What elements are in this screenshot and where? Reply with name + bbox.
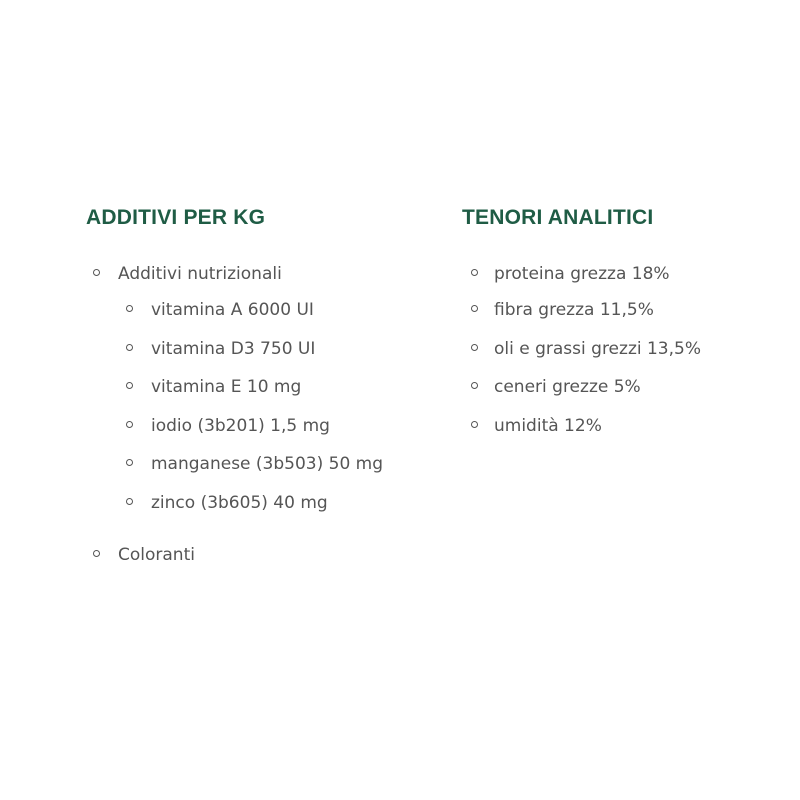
bullet-circle-icon xyxy=(126,382,133,389)
list-item-label: Coloranti xyxy=(118,545,195,565)
list-item-label: iodio (3b201) 1,5 mg xyxy=(151,415,330,436)
list-item-label: proteina grezza 18% xyxy=(494,264,670,284)
tenori-heading: TENORI ANALITICI xyxy=(462,206,654,229)
bullet-circle-icon xyxy=(471,305,478,312)
list-item-label: fibra grezza 11,5% xyxy=(494,300,654,320)
bullet-circle-icon xyxy=(126,459,133,466)
bullet-circle-icon xyxy=(126,305,133,312)
list-item-label: Additivi nutrizionali xyxy=(118,264,282,284)
bullet-circle-icon xyxy=(471,382,478,389)
list-item-label: vitamina E 10 mg xyxy=(151,377,302,397)
bullet-circle-icon xyxy=(93,269,100,276)
bullet-circle-icon xyxy=(471,344,478,351)
additivi-section xyxy=(86,203,446,565)
bullet-circle-icon xyxy=(471,421,478,428)
list-item-label: manganese (3b503) 50 mg xyxy=(151,454,384,474)
tenori-section xyxy=(462,203,782,436)
bullet-circle-icon xyxy=(126,498,133,505)
list-item-label: vitamina D3 750 UI xyxy=(151,338,316,359)
list-item-label: vitamina A 6000 UI xyxy=(151,300,314,320)
list-item-label: umidità 12% xyxy=(494,415,602,436)
bullet-circle-icon xyxy=(93,550,100,557)
bullet-circle-icon xyxy=(126,421,133,428)
list-item-label: oli e grassi grezzi 13,5% xyxy=(494,338,701,359)
bullet-circle-icon xyxy=(126,344,133,351)
additivi-heading: ADDITIVI PER KG xyxy=(86,206,266,229)
list-item-label: ceneri grezze 5% xyxy=(494,377,641,397)
list-item-label: zinco (3b605) 40 mg xyxy=(151,492,328,513)
bullet-circle-icon xyxy=(471,269,478,276)
